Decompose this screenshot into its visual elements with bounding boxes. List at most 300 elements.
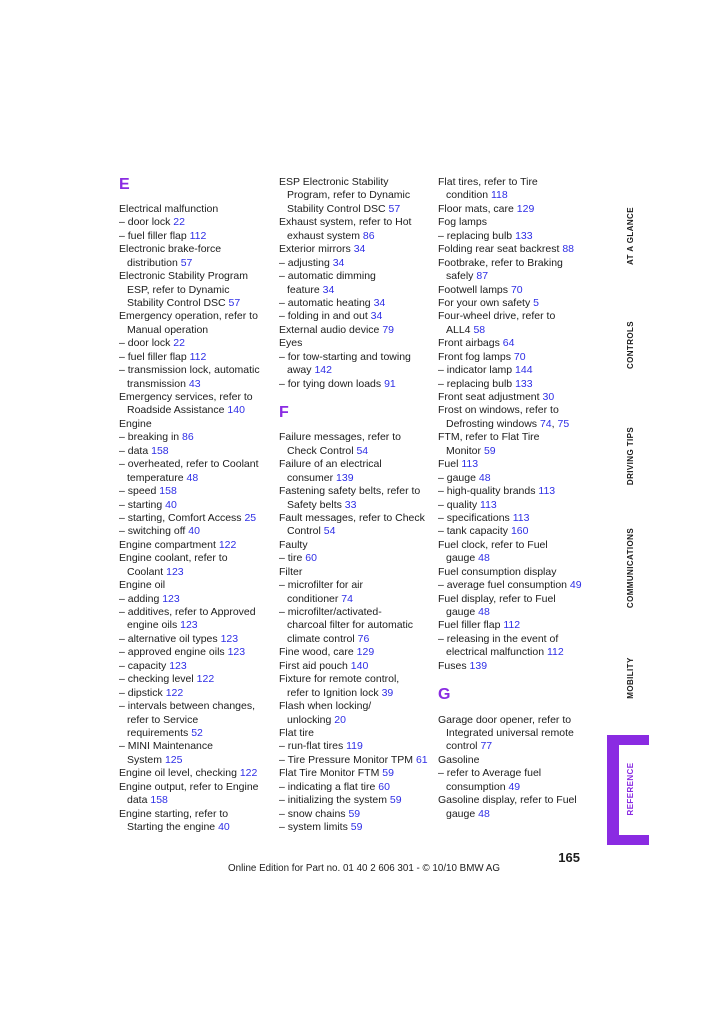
page-ref-link[interactable]: 40 <box>218 821 230 833</box>
index-letter-heading: E <box>119 175 130 193</box>
entry-line <box>119 633 271 646</box>
index-subentry <box>438 525 590 538</box>
entry-line <box>119 230 271 243</box>
entry-text: – refer to Average fuel <box>438 767 542 780</box>
entry-text: Electronic brake-force <box>119 243 222 256</box>
page-ref-link[interactable]: 70 <box>510 283 523 296</box>
page-ref-link[interactable]: 49 <box>508 780 521 793</box>
entry-line <box>279 646 431 659</box>
entry-line <box>119 593 271 606</box>
page-ref-link[interactable]: 79 <box>382 323 395 336</box>
entry-line <box>438 552 590 565</box>
entry-line <box>438 216 590 229</box>
entry-text: consumer <box>287 471 334 484</box>
entry-line <box>438 378 590 391</box>
page-ref-link[interactable]: 59 <box>348 807 361 820</box>
index-subentry <box>438 378 590 391</box>
index-subentry <box>279 821 431 834</box>
index-entry <box>279 216 431 243</box>
page-ref-link[interactable]: 20 <box>334 713 346 726</box>
index-entry <box>438 431 590 458</box>
entry-line <box>119 767 271 780</box>
entry-line <box>279 176 431 189</box>
entry-line <box>279 714 431 727</box>
entry-line <box>279 525 431 538</box>
page-ref-link[interactable]: 123 <box>180 619 198 632</box>
entry-line <box>438 593 590 606</box>
entry-text: Control <box>287 525 321 538</box>
entry-line <box>438 619 590 632</box>
index-subentry <box>119 431 271 444</box>
page-ref-link[interactable]: 86 <box>362 229 375 242</box>
index-subentry <box>279 297 431 310</box>
entry-text: refer to Ignition lock <box>287 686 379 699</box>
page-ref-link[interactable]: 60 <box>378 780 390 793</box>
index-entry <box>438 310 590 337</box>
page-ref-link[interactable]: 48 <box>478 807 490 820</box>
index-entry <box>279 700 431 727</box>
index-entry <box>438 284 590 297</box>
page-ref-link[interactable]: 87 <box>476 270 489 283</box>
page-ref-link[interactable]: 22 <box>173 216 185 229</box>
index-entry <box>438 351 590 364</box>
entry-line <box>438 633 590 646</box>
entry-line <box>279 445 431 458</box>
page-ref-link[interactable]: 59 <box>483 444 496 457</box>
entry-text: Faulty <box>279 538 308 551</box>
page-ref-link[interactable]: 123 <box>220 632 239 645</box>
entry-line <box>279 660 431 673</box>
entry-line <box>279 203 431 216</box>
entry-line <box>438 257 590 270</box>
index-subentry <box>438 579 590 592</box>
entry-text: Fault messages, refer to Check <box>279 511 425 524</box>
page-ref-link[interactable]: 57 <box>388 202 401 215</box>
entry-line <box>438 310 590 323</box>
page-ref-link[interactable]: 88 <box>562 243 575 256</box>
index-subentry <box>438 485 590 498</box>
entry-text: External audio device <box>279 323 380 336</box>
entry-line <box>438 740 590 753</box>
page-ref-link[interactable]: 122 <box>165 686 184 699</box>
index-entry <box>279 727 431 740</box>
index-subentry <box>119 216 271 229</box>
entry-line <box>119 619 271 632</box>
page-ref-link[interactable]: 77 <box>480 740 493 753</box>
page-ref-link[interactable]: 49 <box>569 579 582 592</box>
page-ref-link[interactable]: 59 <box>389 794 402 807</box>
entry-line <box>119 606 271 619</box>
entry-line <box>119 445 271 458</box>
entry-line <box>438 445 590 458</box>
page-ref-link[interactable]: 113 <box>480 498 497 511</box>
entry-line <box>279 297 431 310</box>
entry-text: – intervals between changes, <box>119 700 256 713</box>
entry-line <box>119 700 271 713</box>
page-ref-link[interactable]: 122 <box>196 673 215 686</box>
entry-line <box>119 324 271 337</box>
page-ref-link[interactable]: 75 <box>557 417 570 430</box>
entry-text: – specifications <box>438 511 510 524</box>
entry-text: – checking level <box>119 673 194 686</box>
entry-line <box>119 781 271 794</box>
page-ref-link[interactable]: 43 <box>188 377 201 390</box>
entry-text: Failure of an electrical <box>279 458 382 471</box>
entry-line <box>119 525 271 538</box>
page-ref-separator: , <box>551 417 558 430</box>
entry-text: Fine wood, care <box>279 646 354 659</box>
page-ref-link[interactable]: 70 <box>513 350 526 363</box>
entry-text: condition <box>446 189 489 202</box>
page-ref-link[interactable]: 58 <box>473 323 486 336</box>
entry-text: feature <box>287 283 320 296</box>
entry-text: – dipstick <box>119 686 163 699</box>
entry-text: Fuel clock, refer to Fuel <box>438 538 548 551</box>
index-entry <box>119 243 271 270</box>
entry-text: ESP, refer to Dynamic <box>127 283 230 296</box>
entry-line <box>119 646 271 659</box>
index-entry <box>438 566 590 579</box>
index-subentry <box>279 310 431 323</box>
entry-text: – capacity <box>119 659 167 672</box>
entry-line <box>438 364 590 377</box>
tab-driving-tips[interactable]: DRIVING TIPS <box>626 426 635 486</box>
entry-line <box>279 324 431 337</box>
page-ref-link[interactable]: 40 <box>188 525 200 538</box>
entry-text: Flat tire <box>279 726 315 739</box>
entry-line <box>279 472 431 485</box>
index-entry <box>119 203 271 216</box>
entry-line <box>279 337 431 350</box>
entry-line <box>119 364 271 377</box>
page-ref-link[interactable]: 57 <box>228 296 241 309</box>
page-ref-link[interactable]: 129 <box>516 202 535 215</box>
index-subentry <box>119 687 271 700</box>
index-subentry <box>119 700 271 740</box>
entry-line <box>438 189 590 202</box>
entry-line <box>279 606 431 619</box>
entry-line <box>279 579 431 592</box>
entry-line <box>438 579 590 592</box>
entry-text: Floor mats, care <box>438 202 514 215</box>
page-ref-link[interactable]: 34 <box>370 310 383 323</box>
entry-line <box>279 216 431 229</box>
index-subentry <box>119 646 271 659</box>
tab-mobility[interactable]: MOBILITY <box>626 657 635 699</box>
index-entry <box>279 458 431 485</box>
page-ref-link[interactable]: 30 <box>542 391 555 403</box>
page-ref-link[interactable]: 39 <box>381 686 394 699</box>
entry-line <box>438 431 590 444</box>
page-ref-link[interactable]: 22 <box>173 337 185 350</box>
entry-text: – tire <box>279 552 303 565</box>
index-subentry <box>279 351 431 378</box>
entry-line <box>279 378 431 391</box>
page-ref-link[interactable]: 158 <box>150 794 168 807</box>
entry-text: Defrosting windows <box>446 417 538 430</box>
page-ref-link[interactable]: 119 <box>346 740 363 753</box>
entry-line <box>279 687 431 700</box>
entry-line <box>119 297 271 310</box>
entry-text: Eyes <box>279 337 303 350</box>
index-subentry <box>119 485 271 498</box>
entry-text: – adjusting <box>279 256 330 269</box>
entry-text: Program, refer to Dynamic <box>287 189 411 202</box>
index-entry <box>119 270 271 310</box>
entry-text: safely <box>446 270 474 283</box>
entry-text: – average fuel consumption <box>438 579 567 592</box>
page-ref-link[interactable]: 113 <box>512 511 530 524</box>
page-ref-link[interactable]: 74 <box>539 417 552 430</box>
entry-text: Fuses <box>438 659 467 672</box>
entry-text: – door lock <box>119 216 171 229</box>
page-ref-link[interactable]: 123 <box>162 592 180 605</box>
index-letter-heading: G <box>438 686 451 704</box>
index-entry <box>279 539 431 552</box>
page-ref-link[interactable]: 140 <box>227 404 245 417</box>
page-ref-link[interactable]: 133 <box>515 377 533 390</box>
entry-text: gauge <box>446 552 476 565</box>
page-ref-link[interactable]: 158 <box>159 485 177 498</box>
index-entry <box>119 539 271 552</box>
entry-text: – door lock <box>119 337 171 350</box>
index-subentry <box>279 257 431 270</box>
index-subentry <box>438 364 590 377</box>
entry-text: Folding rear seat backrest <box>438 243 560 256</box>
page-ref-link[interactable]: 48 <box>478 552 490 565</box>
page-ref-link[interactable]: 113 <box>461 458 479 471</box>
page-ref-link[interactable]: 139 <box>336 471 354 484</box>
entry-line <box>119 552 271 565</box>
entry-text: – microfilter/activated- <box>279 606 382 618</box>
page-ref-link[interactable]: 34 <box>373 296 386 309</box>
entry-line <box>119 351 271 364</box>
tab-at-a-glance[interactable]: AT A GLANCE <box>626 207 635 265</box>
page-ref-link[interactable]: 52 <box>191 726 203 739</box>
entry-line <box>119 808 271 821</box>
entry-text: – run-flat tires <box>279 740 344 753</box>
index-entry <box>438 337 590 350</box>
entry-text: – fuel filler flap <box>119 350 187 363</box>
entry-text: Flat Tire Monitor FTM <box>279 767 380 780</box>
index-subentry <box>279 754 431 767</box>
entry-line <box>279 257 431 270</box>
entry-line <box>279 700 431 713</box>
entry-text: – initializing the system <box>279 794 387 807</box>
page-ref-link[interactable]: 59 <box>350 821 363 833</box>
page-ref-link[interactable]: 74 <box>341 592 353 605</box>
edition-footer: Online Edition for Part no. 01 40 2 606 301 - © 10/10 BMW AG <box>228 863 500 874</box>
page-ref-link[interactable]: 133 <box>515 229 533 242</box>
page-ref-link[interactable]: 48 <box>478 471 491 484</box>
index-subentry <box>119 740 271 767</box>
entry-text: Safety belts <box>287 498 342 511</box>
entry-text: ALL4 <box>446 323 471 336</box>
index-subentry <box>438 472 590 485</box>
page-ref-link[interactable]: 34 <box>353 243 366 256</box>
entry-line <box>279 552 431 565</box>
page-ref-link[interactable]: 48 <box>478 606 490 618</box>
page-ref-link[interactable]: 33 <box>344 498 357 511</box>
entry-text: System <box>127 753 163 766</box>
entry-line <box>279 364 431 377</box>
entry-line <box>438 243 590 256</box>
entry-line <box>438 337 590 350</box>
page-ref-link[interactable]: 142 <box>314 364 332 377</box>
page-ref-link[interactable]: 122 <box>239 767 258 780</box>
page-ref-link[interactable]: 122 <box>218 538 237 551</box>
page-ref-link[interactable]: 86 <box>182 431 194 444</box>
entry-text: Electronic Stability Program <box>119 270 248 283</box>
entry-text: Fog lamps <box>438 216 488 229</box>
entry-line <box>438 754 590 767</box>
entry-text: Fuel <box>438 458 459 471</box>
entry-line <box>119 727 271 740</box>
tab-communications[interactable]: COMMUNICATIONS <box>626 527 635 609</box>
page-ref-link[interactable]: 34 <box>322 283 335 296</box>
entry-line <box>119 660 271 673</box>
tab-reference[interactable]: REFERENCE <box>626 762 635 816</box>
entry-text: – indicating a flat tire <box>279 780 376 793</box>
entry-text: Footbrake, refer to Braking <box>438 256 563 269</box>
entry-line <box>279 284 431 297</box>
index-entry <box>119 310 271 337</box>
index-entry <box>279 512 431 539</box>
entry-line <box>119 216 271 229</box>
index-entry <box>438 619 590 632</box>
page-ref-link[interactable]: 40 <box>165 498 177 511</box>
index-entry <box>438 714 590 754</box>
page-ref-link[interactable]: 112 <box>189 350 207 363</box>
entry-text: Emergency operation, refer to <box>119 310 258 323</box>
page-ref-link[interactable]: 54 <box>356 444 369 457</box>
entry-line <box>279 431 431 444</box>
index-subentry <box>119 512 271 525</box>
index-subentry <box>438 499 590 512</box>
entry-line <box>279 727 431 740</box>
entry-text: – adding <box>119 592 160 605</box>
page-ref-link[interactable]: 64 <box>502 337 515 350</box>
entry-line <box>279 310 431 323</box>
page-ref-link[interactable]: 59 <box>382 767 394 780</box>
page-ref-link[interactable]: 144 <box>515 364 533 377</box>
index-subentry <box>119 660 271 673</box>
entry-line <box>119 257 271 270</box>
page-ref-link[interactable]: 160 <box>510 525 529 538</box>
entry-line <box>119 687 271 700</box>
page-ref-link[interactable]: 129 <box>356 646 375 659</box>
page-ref-link[interactable]: 76 <box>357 632 370 645</box>
entry-line <box>438 714 590 727</box>
page-ref-link[interactable]: 113 <box>538 485 556 498</box>
index-entry <box>438 404 590 431</box>
entry-line <box>119 794 271 807</box>
entry-line <box>438 808 590 821</box>
page-ref-link[interactable]: 125 <box>164 753 183 766</box>
page-ref-link[interactable]: 112 <box>503 619 521 632</box>
index-subentry <box>119 499 271 512</box>
page-ref-link[interactable]: 5 <box>533 296 539 309</box>
entry-line <box>279 499 431 512</box>
entry-line <box>119 566 271 579</box>
entry-text: – replacing bulb <box>438 377 513 390</box>
index-entry <box>119 418 271 431</box>
entry-text: Filter <box>279 565 303 578</box>
entry-text: – quality <box>438 498 478 511</box>
index-entry <box>119 552 271 579</box>
entry-text: engine oils <box>127 619 178 632</box>
entry-text: climate control <box>287 632 355 645</box>
entry-text: – breaking in <box>119 431 180 444</box>
index-column-1 <box>119 176 271 834</box>
entry-text: FTM, refer to Flat Tire <box>438 431 540 444</box>
page-ref-link[interactable]: 57 <box>180 256 193 269</box>
entry-text: Monitor <box>446 444 482 457</box>
entry-text: Failure messages, refer to <box>279 431 401 444</box>
entry-text: – for tow-starting and towing <box>279 350 411 363</box>
entry-text: control <box>446 740 478 753</box>
page-ref-link[interactable]: 112 <box>189 229 207 242</box>
entry-text: – starting <box>119 498 163 511</box>
index-entry <box>279 176 431 216</box>
index-entry <box>438 794 590 821</box>
entry-text: Flash when locking/ <box>279 700 372 713</box>
index-entry <box>279 566 431 579</box>
page-ref-link[interactable]: 139 <box>469 659 488 672</box>
page-ref-link[interactable]: 61 <box>415 753 428 766</box>
tab-controls[interactable]: CONTROLS <box>626 320 635 370</box>
entry-text: – high-quality brands <box>438 485 536 498</box>
entry-text: unlocking <box>287 713 332 726</box>
entry-text: Engine oil <box>119 579 166 592</box>
entry-line <box>119 821 271 834</box>
entry-text: – system limits <box>279 821 348 833</box>
entry-line <box>279 485 431 498</box>
entry-line <box>438 767 590 780</box>
page-ref-link[interactable]: 118 <box>490 189 508 202</box>
entry-line <box>279 593 431 606</box>
page-ref-link[interactable]: 112 <box>546 646 564 659</box>
index-subentry <box>279 794 431 807</box>
index-subentry <box>279 740 431 753</box>
entry-line <box>438 781 590 794</box>
page-ref-link[interactable]: 25 <box>244 511 257 524</box>
page-ref-link[interactable]: 123 <box>169 659 187 672</box>
entry-text: Engine <box>119 417 152 430</box>
index-subentry <box>279 270 431 297</box>
page-ref-link[interactable]: 91 <box>384 377 396 390</box>
index-subentry <box>119 364 271 391</box>
entry-text: – automatic dimming <box>279 270 376 283</box>
page-ref-link[interactable]: 140 <box>350 659 369 672</box>
page-ref-link[interactable]: 123 <box>166 565 184 578</box>
entry-line <box>119 243 271 256</box>
page-ref-link[interactable]: 158 <box>151 444 169 457</box>
entry-text: – alternative oil types <box>119 632 218 645</box>
entry-line <box>438 351 590 364</box>
index-subentry <box>119 593 271 606</box>
page-ref-link[interactable]: 34 <box>332 256 345 269</box>
page-ref-link[interactable]: 60 <box>305 552 317 565</box>
page-ref-link[interactable]: 54 <box>323 525 336 538</box>
index-subentry <box>438 512 590 525</box>
page-ref-link[interactable]: 123 <box>227 646 246 659</box>
page-ref-link[interactable]: 48 <box>186 471 199 484</box>
entry-line <box>279 512 431 525</box>
entry-text: Fastening safety belts, refer to <box>279 485 421 498</box>
index-entry <box>279 337 431 350</box>
index-column-3 <box>438 176 590 821</box>
